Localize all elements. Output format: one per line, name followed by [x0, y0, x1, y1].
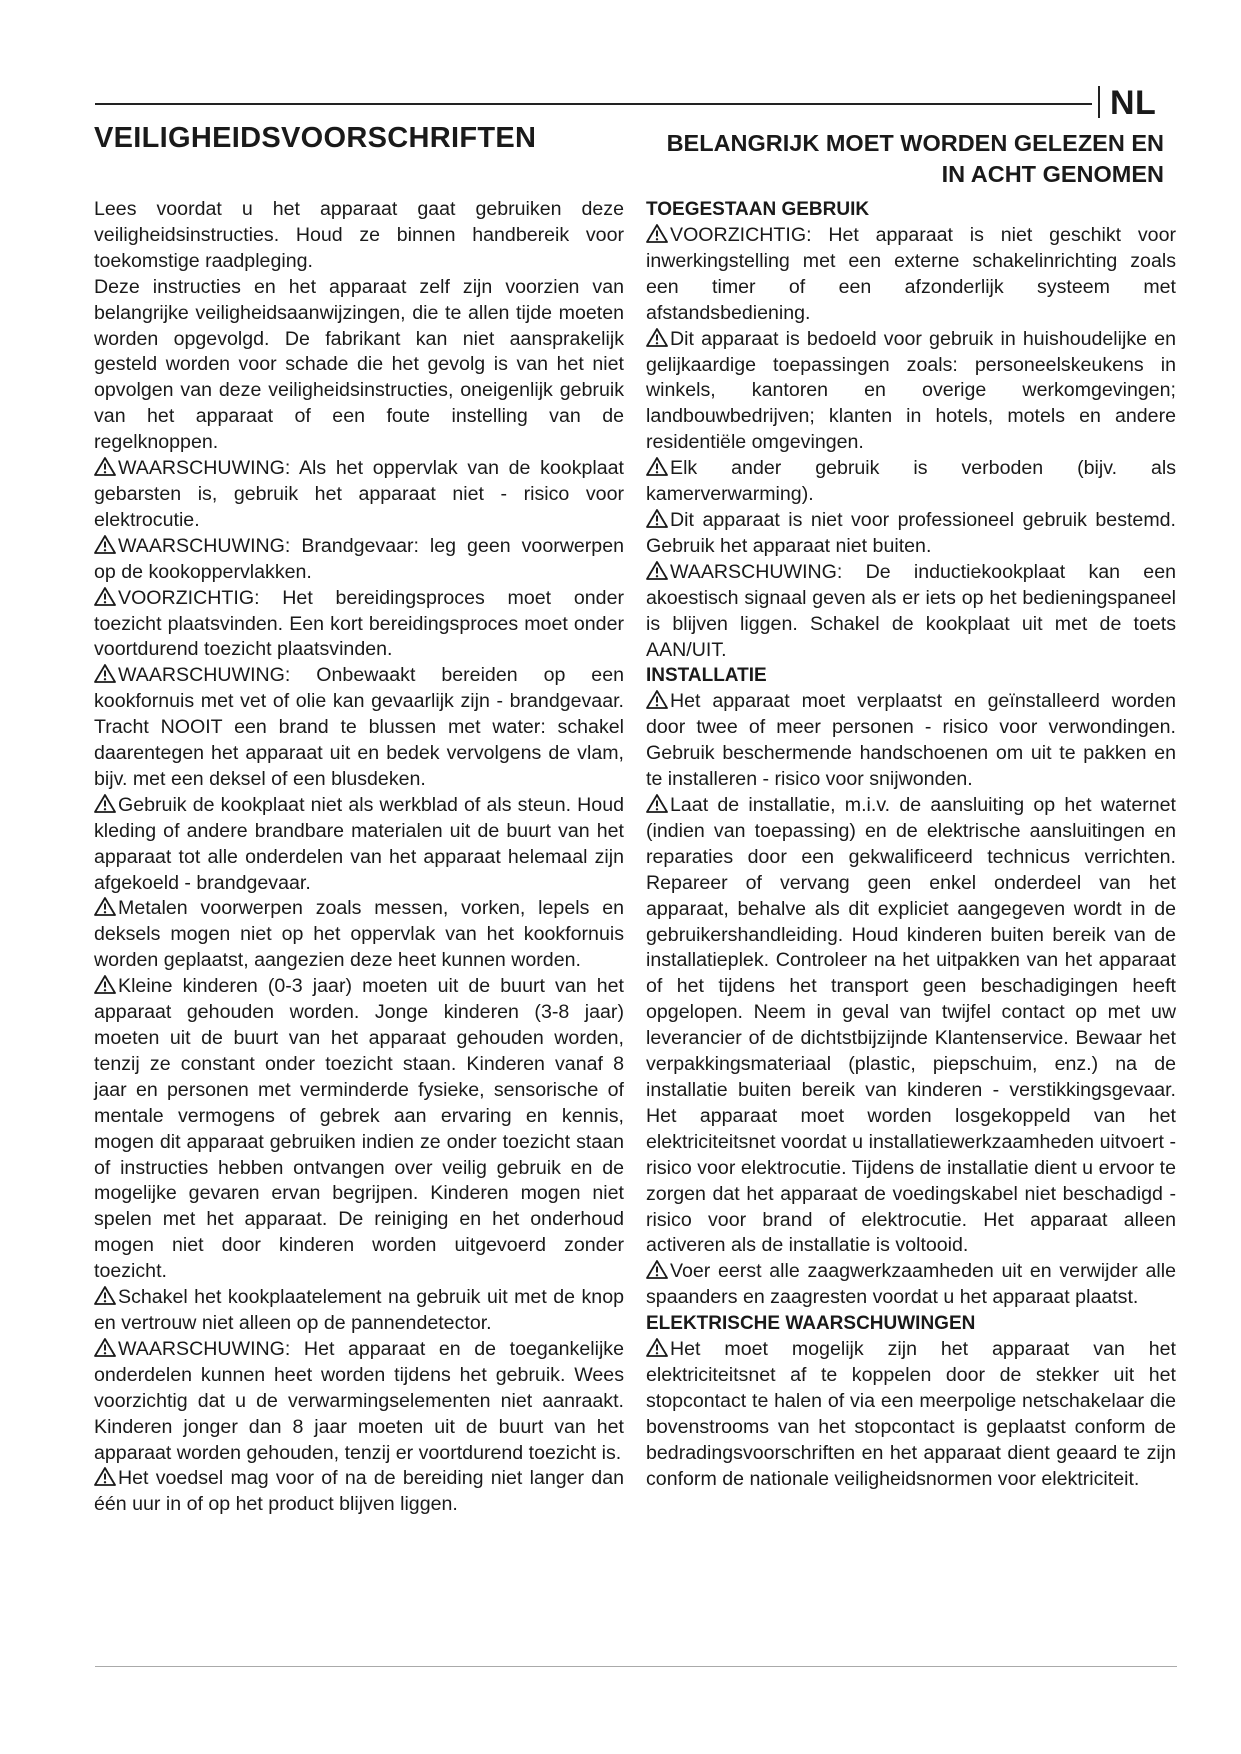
warning-triangle-icon	[646, 1338, 668, 1357]
warning-paragraph	[646, 793, 1176, 1259]
warning-triangle-icon	[94, 897, 116, 916]
paragraph-text: Gebruik de kookplaat niet als werkblad of als steun. Houd kleding of andere brandbare materialen uit de buurt van het apparaat tot alle onderdelen van het apparaat helemaal zijn afgekoeld - brandgevaar.	[94, 793, 624, 894]
warning-paragraph	[646, 560, 1176, 664]
warning-paragraph	[94, 534, 624, 586]
language-code: NL	[1110, 84, 1157, 122]
warning-paragraph	[646, 508, 1176, 560]
warning-triangle-icon	[646, 509, 668, 528]
page-subtitle	[600, 128, 1164, 190]
paragraph-text: WAARSCHUWING: De inductiekookplaat kan een akoestisch signaal geven als er iets op het bedieningspaneel is blijven liggen. Schakel de kookplaat uit met de toets AAN/UIT.	[646, 560, 1176, 661]
warning-paragraph	[94, 1466, 624, 1518]
warning-paragraph	[94, 793, 624, 897]
warning-triangle-icon	[94, 975, 116, 994]
warning-paragraph	[94, 974, 624, 1285]
section-heading-electrical: ELEKTRISCHE WAARSCHUWINGEN	[646, 1313, 976, 1335]
warning-triangle-icon	[94, 1467, 116, 1486]
paragraph-text: WAARSCHUWING: Onbewaakt bereiden op een kookfornuis met vet of olie kan gevaarlijk zijn - brandgevaar. Tracht NOOIT een brand te blussen met water: schakel daarentegen het apparaat uit en bedek vervolgens de vlam, bijv. met een deksel of een blusdeken.	[94, 664, 624, 790]
footer-rule	[95, 1666, 1177, 1667]
warning-paragraph	[94, 896, 624, 974]
paragraph-text: WAARSCHUWING: Brandgevaar: leg geen voorwerpen op de kookoppervlakken.	[94, 534, 624, 583]
paragraph-text: Elk ander gebruik is verboden (bijv. als kamerverwarming).	[646, 457, 1176, 506]
warning-paragraph	[94, 663, 624, 793]
paragraph-text: Voer eerst alle zaagwerkzaamheden uit en verwijder alle spaanders en zaagresten voordat u het apparaat plaatst.	[646, 1260, 1176, 1309]
warning-triangle-icon	[94, 457, 116, 476]
paragraph-text: Het moet mogelijk zijn het apparaat van het elektriciteitsnet af te koppelen door de stekker uit het stopcontact te halen of via een meerpolige netschakelaar die bovenstrooms van het stopcontact is geplaatst conform de bedradingsvoorschriften en het apparaat dient geaard te zijn conform de nationale veiligheidsnormen voor elektriciteit.	[646, 1338, 1176, 1490]
warning-triangle-icon	[94, 1338, 116, 1357]
right-column	[646, 197, 1176, 1493]
warning-paragraph	[646, 1259, 1176, 1311]
page-title: VEILIGHEIDSVOORSCHRIFTEN	[94, 122, 537, 154]
warning-paragraph	[646, 689, 1176, 793]
warning-paragraph	[94, 1285, 624, 1337]
paragraph-text: Schakel het kookplaatelement na gebruik uit met de knop en vertrouw niet alleen op de pannendetector.	[94, 1286, 624, 1334]
warning-paragraph	[94, 456, 624, 534]
warning-paragraph	[646, 456, 1176, 508]
paragraph-text: Dit apparaat is niet voor professioneel gebruik bestemd. Gebruik het apparaat niet buiten.	[646, 508, 1176, 557]
header-rule	[95, 103, 1092, 105]
section-heading-use: TOEGESTAAN GEBRUIK	[646, 199, 870, 220]
warning-triangle-icon	[646, 794, 668, 813]
paragraph-text: VOORZICHTIG: Het apparaat is niet geschikt voor inwerkingstelling met een externe schakelinrichting zoals een timer of een afzonderlijk systeem met afstandsbediening.	[646, 224, 1176, 324]
paragraph-text: Het voedsel mag voor of na de bereiding niet langer dan één uur in of op het product blijven liggen.	[94, 1467, 624, 1516]
paragraph: Deze instructies en het apparaat zelf zijn voorzien van belangrijke veiligheidsaanwijzingen, die te allen tijde moeten worden opgevolgd. De fabrikant kan niet aansprakelijk gesteld worden voor schade die het gevolg is van het niet opvolgen van deze veiligheidsinstructies, oneigenlijk gebruik van het apparaat of een foute instelling van de regelknoppen.	[94, 275, 624, 454]
warning-triangle-icon	[646, 561, 668, 580]
warning-triangle-icon	[646, 224, 668, 243]
warning-triangle-icon	[94, 664, 116, 683]
left-column	[94, 197, 624, 1518]
warning-triangle-icon	[646, 690, 668, 709]
language-separator	[1098, 86, 1100, 118]
subtitle-line-2: IN ACHT GENOMEN	[941, 161, 1164, 187]
warning-triangle-icon	[94, 535, 116, 554]
warning-paragraph	[646, 223, 1176, 327]
paragraph-text: WAARSCHUWING: Het apparaat en de toegankelijke onderdelen kunnen heet worden tijdens het gebruik. Wees voorzichtig dat u de verwarmingselementen niet aanraakt. Kinderen jonger dan 8 jaar moeten uit de buurt van het apparaat worden gehouden, tenzij er voortdurend toezicht is.	[94, 1337, 624, 1464]
paragraph-text: Metalen voorwerpen zoals messen, vorken, lepels en deksels mogen niet op het oppervlak van het kookfornuis worden geplaatst, aangezien deze heet kunnen worden.	[94, 897, 624, 972]
warning-triangle-icon	[94, 587, 116, 606]
warning-triangle-icon	[646, 328, 668, 347]
warning-triangle-icon	[646, 1260, 668, 1279]
paragraph-text: Kleine kinderen (0-3 jaar) moeten uit de buurt van het apparaat gehouden worden. Jonge kinderen (3-8 jaar) moeten uit de buurt van het apparaat gehouden worden, tenzij ze constant onder toezicht staan. Kinderen vanaf 8 jaar en personen met verminderde fysieke, sensorische of mentale vermogens of gebrek aan ervaring en kennis, mogen dit apparaat gebruiken indien ze onder toezicht staan of instructies hebben ontvangen over veilig gebruik en de mogelijke gevaren ervan begrijpen. Kinderen mogen niet spelen met het apparaat. De reiniging en het onderhoud mogen niet door kinderen worden uitgevoerd zonder toezicht.	[94, 975, 624, 1283]
subtitle-line-1: BELANGRIJK MOET WORDEN GELEZEN EN	[666, 130, 1164, 156]
section-heading-installation: INSTALLATIE	[646, 665, 767, 687]
paragraph-text: Laat de installatie, m.i.v. de aansluiting op het waternet (indien van toepassing) en de elektrische aansluitingen en reparaties door een gekwalificeerd technicus verrichten. Repareer of vervang geen enkel onderdeel van het apparaat, behalve als dit expliciet aangegeven wordt in de gebruikershandleiding. Houd kinderen buiten bereik van de installatieplek. Controleer na het uitpakken van het apparaat of het tijdens het transport geen beschadigingen heeft opgelopen. Neem in geval van twijfel contact op met uw leverancier of de dichtstbijzijnde Klantenservice. Bewaar het verpakkingsmateriaal (plastic, piepschuim, enz.) na de installatie buiten bereik van kinderen - verstikkingsgevaar. Het apparaat moet worden losgekoppeld van het elektriciteitsnet voordat u installatiewerkzaamheden uitvoert - risico voor elektrocutie. Tijdens de installatie dient u ervoor te zorgen dat het apparaat de voedingskabel niet beschadigd - risico voor brand of elektrocutie. Het apparaat alleen activeren als de installatie is voltooid.	[646, 794, 1176, 1257]
warning-triangle-icon	[94, 1286, 116, 1305]
warning-triangle-icon	[646, 457, 668, 476]
warning-triangle-icon	[94, 794, 116, 813]
warning-paragraph	[646, 1337, 1176, 1492]
warning-paragraph	[94, 586, 624, 664]
warning-paragraph	[646, 327, 1176, 457]
paragraph-text: Dit apparaat is bedoeld voor gebruik in huishoudelijke en gelijkaardige toepassingen zoals: personeelskeukens in winkels, kantoren en overige werkomgevingen; landbouwbedrijven; klanten in hotels, motels en andere residentiële omgevingen.	[646, 327, 1176, 454]
paragraph-text: WAARSCHUWING: Als het oppervlak van de kookplaat gebarsten is, gebruik het apparaat niet - risico voor elektrocutie.	[94, 457, 624, 531]
paragraph-text: VOORZICHTIG: Het bereidingsproces moet onder toezicht plaatsvinden. Een kort bereidingsproces moet onder voortdurend toezicht plaatsvinden.	[94, 586, 624, 661]
paragraph: Lees voordat u het apparaat gaat gebruiken deze veiligheidsinstructies. Houd ze binnen handbereik voor toekomstige raadpleging.	[94, 198, 624, 272]
paragraph-text: Het apparaat moet verplaatst en geïnstalleerd worden door twee of meer personen - risico voor verwondingen. Gebruik beschermende handschoenen om uit te pakken en te installeren - risico voor snijwonden.	[646, 690, 1176, 791]
warning-paragraph	[94, 1337, 624, 1467]
